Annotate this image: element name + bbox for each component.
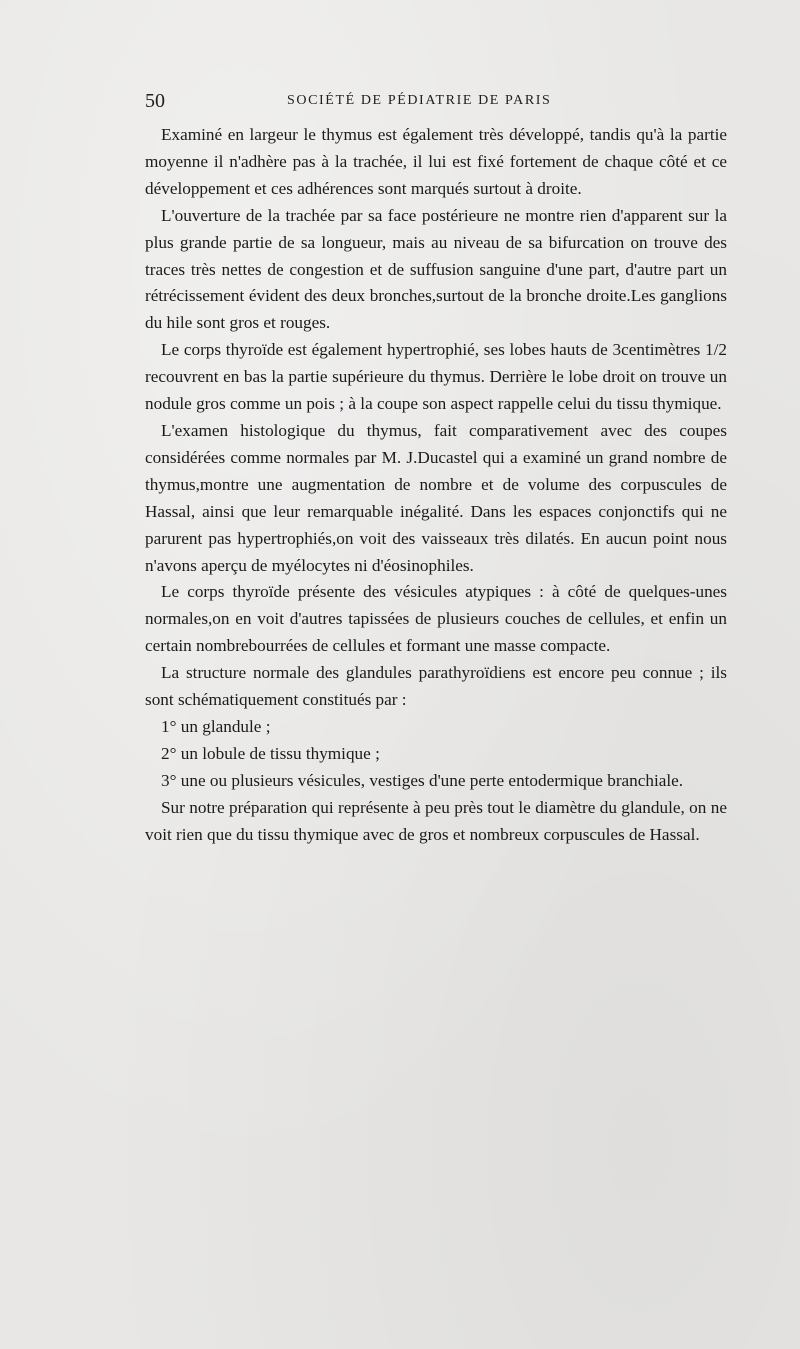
paragraph-thyroid-body: Le corps thyroïde est également hypertrophié, ses lobes hauts de 3centimètres 1/2 recouvrent en bas la partie supérieure du thymus. Derrière le lobe droit on trouve un nodule gros comme un pois ; à la coupe son aspect rappelle celui du tissu thymique. bbox=[145, 340, 727, 414]
paragraph-parathyroid-structure: La structure normale des glandules parathyroïdiens est encore peu connue ; ils sont schématiquement constitués par : bbox=[145, 663, 727, 710]
paragraph-histology: L'examen histologique du thymus, fait comparativement avec des coupes considérées comme normales par M. J.Ducastel qui a examiné un grand nombre de thymus,montre une augmentation de nombre et de volume des corpuscules de Hassal, ainsi que leur remarquable inégalité. Dans les espaces conjonctifs qui ne parurent pas hypertrophiés,on voit des vaisseaux très dilatés. En aucun point nous n'avons aperçu de myélocytes ni d'éosinophiles. bbox=[145, 420, 727, 575]
list-item-1: 1° un glandule ; bbox=[161, 716, 271, 736]
paragraph-thyroid-vesicles: Le corps thyroïde présente des vésicules atypiques : à côté de quelques-unes normales,on en voit d'autres tapissées de plusieurs couches de cellules, et enfin un certain nombrebourrées de cellules et formant une masse compacte. bbox=[145, 582, 727, 656]
body-text bbox=[145, 122, 727, 848]
list-item-3: 3° une ou plusieurs vésicules, vestiges d'une perte entodermique branchiale. bbox=[161, 770, 684, 790]
page-number: 50 bbox=[145, 90, 165, 112]
paragraph-preparation: Sur notre préparation qui représente à peu près tout le diamètre du glandule, on ne voit rien que du tissu thymique avec de gros et nombreux corpuscules de Hassal. bbox=[145, 797, 727, 844]
list-item-2: 2° un lobule de tissu thymique ; bbox=[161, 743, 380, 763]
paragraph-thymus-width: Examiné en largeur le thymus est également très développé, tandis qu'à la partie moyenne il n'adhère pas à la trachée, il lui est fixé fortement de chaque côté et ce développement et ces adhérences sont marqués surtout à droite. bbox=[145, 125, 727, 198]
page-header bbox=[145, 88, 727, 114]
running-title: SOCIÉTÉ DE PÉDIATRIE DE PARIS bbox=[287, 93, 552, 108]
paragraph-trachea-opening: L'ouverture de la trachée par sa face postérieure ne montre rien d'apparent sur la plus grande partie de sa longueur, mais au niveau de sa bifurcation on trouve des traces très nettes de congestion et de suffusion sanguine d'une part, d'autre part un rétrécissement évident des deux bronches,surtout de la bronche droite.Les ganglions du hile sont gros et rouges. bbox=[145, 205, 727, 333]
